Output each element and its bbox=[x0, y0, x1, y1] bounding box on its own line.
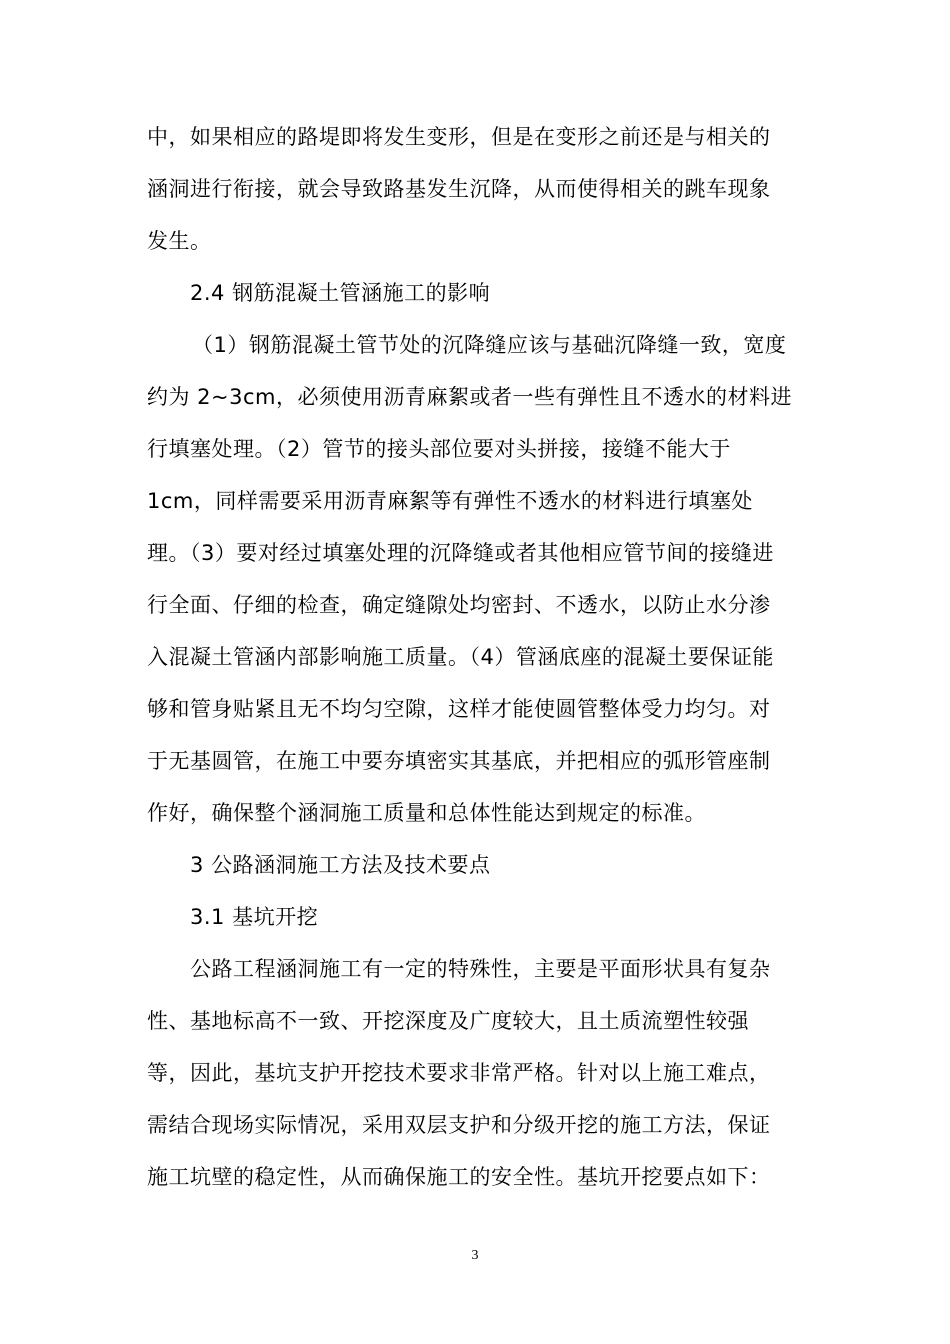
body-text-line: 1cm，同样需要采用沥青麻絮等有弹性不透水的材料进行填塞处 bbox=[147, 489, 753, 513]
body-text-line: 够和管身贴紧且无不均匀空隙，这样才能使圆管整体受力均匀。对 bbox=[147, 697, 771, 721]
page-number: 3 bbox=[471, 1248, 479, 1263]
body-text-line: 需结合现场实际情况，采用双层支护和分级开挖的施工方法，保证 bbox=[147, 1113, 771, 1137]
body-text-line: 公路工程涵洞施工有一定的特殊性，主要是平面形状具有复杂 bbox=[190, 957, 771, 981]
body-text-line: 发生。 bbox=[147, 229, 212, 253]
body-text-line: （1）钢筋混凝土管节处的沉降缝应该与基础沉降缝一致，宽度 bbox=[192, 333, 787, 357]
body-text-line: 施工坑壁的稳定性，从而确保施工的安全性。基坑开挖要点如下： bbox=[147, 1165, 771, 1189]
body-text-line: 行全面、仔细的检查，确定缝隙处均密封、不透水，以防止水分渗 bbox=[147, 593, 771, 617]
body-text-line: 理。（3）要对经过填塞处理的沉降缝或者其他相应管节间的接缝进 bbox=[147, 541, 774, 565]
body-text-line: 约为 2~3cm，必须使用沥青麻絮或者一些有弹性且不透水的材料进 bbox=[147, 385, 792, 409]
body-text-line: 于无基圆管，在施工中要夯填密实其基底，并把相应的弧形管座制 bbox=[147, 749, 771, 773]
body-text-line: 性、基地标高不一致、开挖深度及广度较大，且土质流塑性较强 bbox=[147, 1009, 749, 1033]
section-heading-3: 3 公路涵洞施工方法及技术要点 bbox=[190, 853, 491, 877]
section-heading-2-4: 2.4 钢筋混凝土管涵施工的影响 bbox=[190, 281, 491, 305]
body-text-line: 中，如果相应的路堤即将发生变形，但是在变形之前还是与相关的 bbox=[147, 125, 771, 149]
body-text-line: 入混凝土管涵内部影响施工质量。（4）管涵底座的混凝土要保证能 bbox=[147, 645, 774, 669]
body-text-line: 作好，确保整个涵洞施工质量和总体性能达到规定的标准。 bbox=[147, 801, 706, 825]
section-heading-3-1: 3.1 基坑开挖 bbox=[190, 905, 319, 929]
body-text-line: 涵洞进行衔接，就会导致路基发生沉降，从而使得相关的跳车现象 bbox=[147, 177, 771, 201]
body-text-line: 行填塞处理。（2）管节的接头部位要对头拼接，接缝不能大于 bbox=[147, 437, 731, 461]
body-text-line: 等，因此，基坑支护开挖技术要求非常严格。针对以上施工难点， bbox=[147, 1061, 771, 1085]
